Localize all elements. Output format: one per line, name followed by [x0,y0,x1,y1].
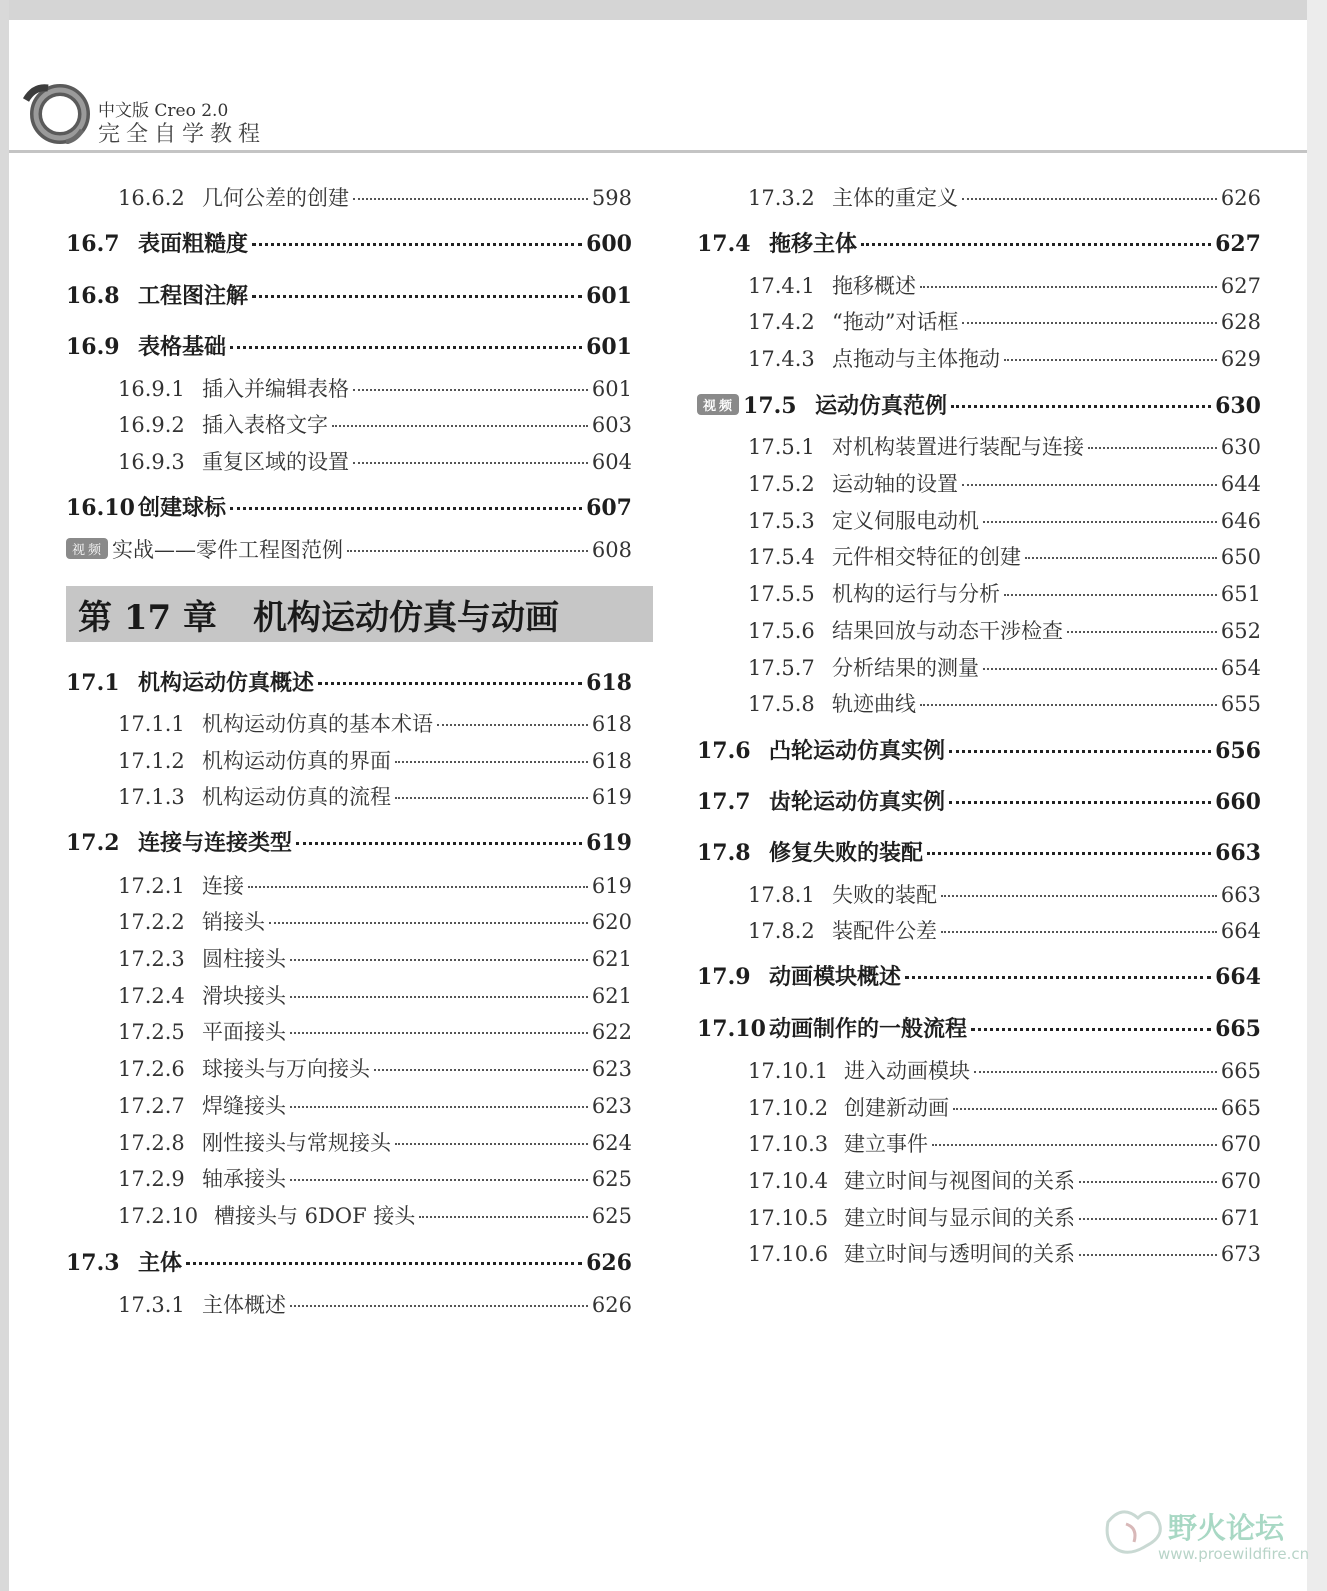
toc-entry-page: 670 [1220,1132,1261,1156]
toc-dot-leader [269,922,588,924]
toc-entry-title: 几何公差的创建 [202,186,349,210]
toc-dot-leader [290,1305,588,1307]
toc-entry-title: 焊缝接头 [202,1094,286,1118]
toc-entry-title: 凸轮运动仿真实例 [769,738,946,764]
toc-entry-title: 机构运动仿真的界面 [202,749,391,773]
book-brand-line2: 完全自学教程 [98,122,267,147]
toc-entry-title: 插入并编辑表格 [202,377,349,401]
toc-entry-number: 17.4.3 [748,347,815,371]
toc-entry [118,409,632,439]
toc-entry-title: 销接头 [202,910,265,934]
toc-entry-title: 建立时间与视图间的关系 [844,1169,1075,1193]
toc-dot-leader [230,507,582,510]
toc-entry [748,688,1261,718]
header-rule [9,150,1307,153]
toc-entry-page: 622 [591,1020,632,1044]
toc-entry-number: 17.10.2 [748,1096,829,1120]
toc-dot-leader [353,198,588,200]
toc-entry-number: 17.2.2 [118,910,185,934]
toc-entry-page: 665 [1220,1096,1261,1120]
toc-dot-leader [951,405,1211,408]
toc-entry-title: 元件相交特征的创建 [832,545,1021,569]
toc-entry [66,826,632,856]
toc-entry [118,446,632,476]
toc-entry-title: 动画模块概述 [769,964,902,990]
toc-entry-title: 运动轴的设置 [832,472,958,496]
toc-entry-title: 运动仿真范例 [815,393,948,419]
toc-entry [66,666,632,696]
toc-entry-title: 平面接头 [202,1020,286,1044]
toc-entry-number: 16.7 [66,231,120,257]
toc-entry [748,1092,1261,1122]
toc-entry-page: 654 [1220,656,1261,680]
toc-entry [66,534,632,564]
toc-entry-page: 623 [591,1057,632,1081]
toc-dot-leader [347,550,588,552]
toc-entry [66,1246,632,1276]
toc-dot-leader [861,243,1211,246]
toc-entry [748,182,1261,212]
toc-entry [748,578,1261,608]
toc-entry-page: 664 [1215,964,1261,990]
toc-entry-number: 17.1.2 [118,749,185,773]
toc-entry-title: 滑块接头 [202,984,286,1008]
toc-entry-page: 601 [586,334,632,360]
toc-entry-page: 625 [591,1204,632,1228]
toc-dot-leader [395,797,588,799]
toc-entry-page: 626 [591,1293,632,1317]
toc-entry [66,491,632,521]
toc-entry-page: 619 [586,830,632,856]
toc-entry [748,468,1261,498]
toc-entry [118,943,632,973]
toc-entry-title: 进入动画模块 [844,1059,970,1083]
toc-entry-page: 627 [1215,231,1261,257]
toc-dot-leader [971,1028,1211,1031]
toc-dot-leader [1079,1254,1217,1256]
toc-entry-number: 17.4.1 [748,274,815,298]
toc-dot-leader [1079,1181,1217,1183]
toc-dot-leader [941,931,1217,933]
toc-entry [748,1202,1261,1232]
toc-entry-number: 17.2.10 [118,1204,199,1228]
toc-dot-leader [962,484,1217,486]
toc-entry-page: 660 [1215,789,1261,815]
toc-entry [748,505,1261,535]
toc-dot-leader [290,1179,588,1181]
toc-entry-title: 装配件公差 [832,919,937,943]
toc-dot-leader [949,801,1211,804]
toc-entry-number: 17.7 [697,789,751,815]
toc-entry-number: 16.9.3 [118,450,185,474]
toc-entry-page: 601 [586,283,632,309]
chapter-label: 第 17 章 [78,597,217,638]
toc-dot-leader [290,959,588,961]
toc-entry-number: 17.3 [66,1250,120,1276]
toc-dot-leader [252,295,582,298]
toc-dot-leader [920,286,1217,288]
book-logo-icon [20,78,90,144]
toc-dot-leader [290,1032,588,1034]
toc-entry-title: 机构运动仿真概述 [138,670,315,696]
toc-entry-title: 修复失败的装配 [769,840,924,866]
toc-entry [748,1165,1261,1195]
toc-dot-leader [290,1106,588,1108]
toc-entry-title: 重复区域的设置 [202,450,349,474]
toc-dot-leader [1025,557,1217,559]
toc-entry-number: 17.5.7 [748,656,815,680]
toc-entry-page: 655 [1220,692,1261,716]
toc-entry-title: 建立时间与透明间的关系 [844,1242,1075,1266]
watermark-title: 野火论坛 [1168,1511,1285,1545]
toc-entry-number: 17.5.5 [748,582,815,606]
toc-entry-number: 17.10 [697,1016,766,1042]
toc-entry-title: 创建球标 [138,495,227,521]
toc-entry [118,1200,632,1230]
scan-top-border [0,0,1327,20]
toc-entry-page: 621 [591,984,632,1008]
toc-dot-leader [332,425,588,427]
toc-dot-leader [953,1108,1217,1110]
toc-dot-leader [353,389,588,391]
toc-dot-leader [974,1071,1217,1073]
toc-entry-title: 连接 [202,874,244,898]
toc-entry-title: 轴承接头 [202,1167,286,1191]
toc-entry-title: 主体概述 [202,1293,286,1317]
toc-dot-leader [1067,631,1217,633]
toc-entry-number: 17.3.1 [118,1293,185,1317]
toc-entry-number: 17.4.2 [748,310,815,334]
toc-entry-title: 球接头与万向接头 [202,1057,370,1081]
toc-dot-leader [186,1262,582,1265]
toc-entry-number: 17.2.6 [118,1057,185,1081]
toc-dot-leader [983,668,1217,670]
toc-entry-title: 机构的运行与分析 [832,582,1000,606]
toc-entry-title: 刚性接头与常规接头 [202,1131,391,1155]
toc-entry [748,1055,1261,1085]
toc-dot-leader [374,1069,588,1071]
toc-entry [748,431,1261,461]
toc-entry-page: 623 [591,1094,632,1118]
toc-entry [748,343,1261,373]
toc-entry [118,708,632,738]
toc-entry-title: 建立事件 [844,1132,928,1156]
toc-entry-number: 17.5.3 [748,509,815,533]
toc-entry [118,870,632,900]
toc-dot-leader [248,886,588,888]
toc-dot-leader [1004,359,1217,361]
toc-entry-number: 16.9.2 [118,413,185,437]
chapter-title: 机构运动仿真与动画 [253,597,559,638]
watermark-url: www.proewildfire.cn [1158,1545,1310,1563]
toc-entry-number: 17.8.2 [748,919,815,943]
toc-entry-title: 齿轮运动仿真实例 [769,789,946,815]
toc-dot-leader [905,976,1211,979]
toc-dot-leader [296,842,582,845]
toc-entry-number: 16.6.2 [118,186,185,210]
toc-dot-leader [1004,594,1217,596]
toc-entry-number: 17.2.9 [118,1167,185,1191]
toc-entry-number: 17.5.4 [748,545,815,569]
toc-dot-leader [962,198,1217,200]
video-badge: 视频 [697,394,739,415]
toc-entry-title: 轨迹曲线 [832,692,916,716]
toc-entry-page: 603 [591,413,632,437]
toc-entry-page: 619 [591,785,632,809]
toc-entry [118,182,632,212]
toc-entry-page: 618 [591,749,632,773]
video-badge: 视频 [66,538,108,559]
toc-entry-number: 17.6 [697,738,751,764]
toc-entry-title: 点拖动与主体拖动 [832,347,1000,371]
toc-dot-leader [932,1144,1217,1146]
toc-dot-leader [395,1143,588,1145]
toc-entry-page: 604 [591,450,632,474]
scan-left-border [0,0,9,1591]
toc-entry-page: 626 [1220,186,1261,210]
toc-entry-page: 673 [1220,1242,1261,1266]
chapter-heading [66,586,653,642]
toc-entry [748,1128,1261,1158]
toc-entry [118,1053,632,1083]
toc-entry-title: 拖移概述 [832,274,916,298]
toc-dot-leader [290,996,588,998]
toc-dot-leader [941,895,1217,897]
toc-entry-number: 16.10 [66,495,135,521]
toc-entry-title: 对机构装置进行装配与连接 [832,435,1084,459]
toc-entry-title: 动画制作的一般流程 [769,1016,968,1042]
toc-entry [118,1163,632,1193]
toc-entry [118,906,632,936]
toc-dot-leader [437,724,588,726]
toc-entry-number: 17.10.6 [748,1242,829,1266]
toc-entry-title: 连接与连接类型 [138,830,293,856]
toc-entry-number: 17.10.1 [748,1059,829,1083]
toc-entry-title: 分析结果的测量 [832,656,979,680]
toc-entry [66,227,632,257]
scan-right-border [1307,0,1327,1591]
toc-entry [697,227,1261,257]
toc-dot-leader [252,243,582,246]
toc-entry-page: 621 [591,947,632,971]
toc-entry [697,734,1261,764]
toc-entry-page: 656 [1215,738,1261,764]
toc-entry-page: 663 [1220,883,1261,907]
toc-entry-page: 644 [1220,472,1261,496]
toc-entry-title: 主体的重定义 [832,186,958,210]
toc-entry [118,1016,632,1046]
toc-entry-page: 598 [591,186,632,210]
toc-entry-number: 17.8 [697,840,751,866]
toc-entry-number: 17.2.8 [118,1131,185,1155]
toc-entry-title: 主体 [138,1250,183,1276]
toc-entry-number: 17.1 [66,670,120,696]
toc-entry [748,615,1261,645]
toc-dot-leader [927,852,1211,855]
toc-entry [748,915,1261,945]
toc-entry-page: 671 [1220,1206,1261,1230]
toc-entry-number: 17.2.1 [118,874,185,898]
watermark-logo-icon [1100,1502,1166,1560]
toc-entry [118,373,632,403]
toc-entry-title: 机构运动仿真的流程 [202,785,391,809]
toc-entry-page: 646 [1220,509,1261,533]
toc-entry-title: 拖移主体 [769,231,858,257]
toc-entry-number: 16.9.1 [118,377,185,401]
toc-entry-title: 槽接头与 6DOF 接头 [214,1204,416,1228]
toc-entry-page: 625 [591,1167,632,1191]
toc-entry [748,1238,1261,1268]
toc-entry-number: 17.10.5 [748,1206,829,1230]
toc-entry-number: 17.5.8 [748,692,815,716]
toc-entry-title: 创建新动画 [844,1096,949,1120]
toc-entry-title: 建立时间与显示间的关系 [844,1206,1075,1230]
toc-entry [118,781,632,811]
toc-entry-number: 17.10.4 [748,1169,829,1193]
toc-entry [748,652,1261,682]
toc-entry-page: 670 [1220,1169,1261,1193]
toc-entry-page: 665 [1215,1016,1261,1042]
toc-dot-leader [1088,447,1217,449]
toc-entry-number: 17.9 [697,964,751,990]
toc-entry-number: 17.1.1 [118,712,185,736]
toc-entry-page: 650 [1220,545,1261,569]
toc-entry-title: 圆柱接头 [202,947,286,971]
toc-entry-title: 失败的装配 [832,883,937,907]
book-brand-line1: 中文版 Creo 2.0 [98,101,229,121]
toc-entry-page: 629 [1220,347,1261,371]
toc-dot-leader [353,462,588,464]
toc-entry-number: 17.1.3 [118,785,185,809]
toc-entry-page: 607 [586,495,632,521]
toc-entry [66,279,632,309]
toc-entry-page: 630 [1220,435,1261,459]
toc-entry-page: 665 [1220,1059,1261,1083]
toc-entry-page: 664 [1220,919,1261,943]
toc-entry [748,306,1261,336]
toc-entry-page: 619 [591,874,632,898]
toc-entry [118,745,632,775]
toc-entry-number: 17.8.1 [748,883,815,907]
toc-entry-page: 628 [1220,310,1261,334]
toc-entry-number: 17.10.3 [748,1132,829,1156]
toc-entry-page: 663 [1215,840,1261,866]
toc-entry-page: 626 [586,1250,632,1276]
toc-entry-title: 实战——零件工程图范例 [112,538,344,562]
toc-entry-number: 17.4 [697,231,751,257]
toc-entry [697,960,1261,990]
toc-entry-number: 17.2 [66,830,120,856]
toc-entry-page: 600 [586,231,632,257]
toc-entry-title: 定义伺服电动机 [832,509,979,533]
toc-entry-title: 插入表格文字 [202,413,328,437]
toc-entry-number: 17.3.2 [748,186,815,210]
toc-dot-leader [962,322,1216,324]
toc-entry-page: 618 [586,670,632,696]
toc-entry-number: 17.5.2 [748,472,815,496]
toc-entry-title: 表面粗糙度 [138,231,249,257]
toc-entry-number: 17.5.6 [748,619,815,643]
toc-entry-title: 表格基础 [138,334,227,360]
toc-entry-number: 17.2.3 [118,947,185,971]
toc-entry-page: 620 [591,910,632,934]
toc-dot-leader [1079,1218,1217,1220]
toc-dot-leader [920,704,1217,706]
toc-entry-title: 结果回放与动态干涉检查 [832,619,1063,643]
toc-entry-page: 651 [1220,582,1261,606]
toc-entry [66,330,632,360]
toc-entry-title: 工程图注解 [138,283,249,309]
toc-dot-leader [983,521,1217,523]
toc-entry [748,541,1261,571]
toc-dot-leader [395,761,588,763]
toc-dot-leader [419,1216,588,1218]
toc-entry [118,1127,632,1157]
toc-entry-number: 17.2.5 [118,1020,185,1044]
toc-entry [118,980,632,1010]
toc-entry-title: 机构运动仿真的基本术语 [202,712,433,736]
toc-dot-leader [318,682,582,685]
toc-entry [697,1012,1261,1042]
toc-entry-number: 16.9 [66,334,120,360]
toc-entry-page: 630 [1215,393,1261,419]
toc-dot-leader [949,750,1211,753]
toc-entry-page: 624 [591,1131,632,1155]
toc-entry [697,389,1261,419]
toc-entry [697,836,1261,866]
toc-entry-number: 17.5 [743,393,797,419]
toc-entry [118,1289,632,1319]
toc-dot-leader [230,346,582,349]
toc-entry-number: 17.5.1 [748,435,815,459]
toc-entry-number: 17.2.7 [118,1094,185,1118]
toc-entry-page: 627 [1220,274,1261,298]
toc-entry-page: 608 [591,538,632,562]
toc-entry-number: 16.8 [66,283,120,309]
toc-entry-number: 17.2.4 [118,984,185,1008]
toc-entry [697,785,1261,815]
toc-entry-page: 618 [591,712,632,736]
toc-entry-title: “拖动”对话框 [832,310,959,334]
toc-entry-page: 652 [1220,619,1261,643]
toc-entry [748,270,1261,300]
toc-entry [118,1090,632,1120]
toc-entry-page: 601 [591,377,632,401]
toc-entry [748,879,1261,909]
